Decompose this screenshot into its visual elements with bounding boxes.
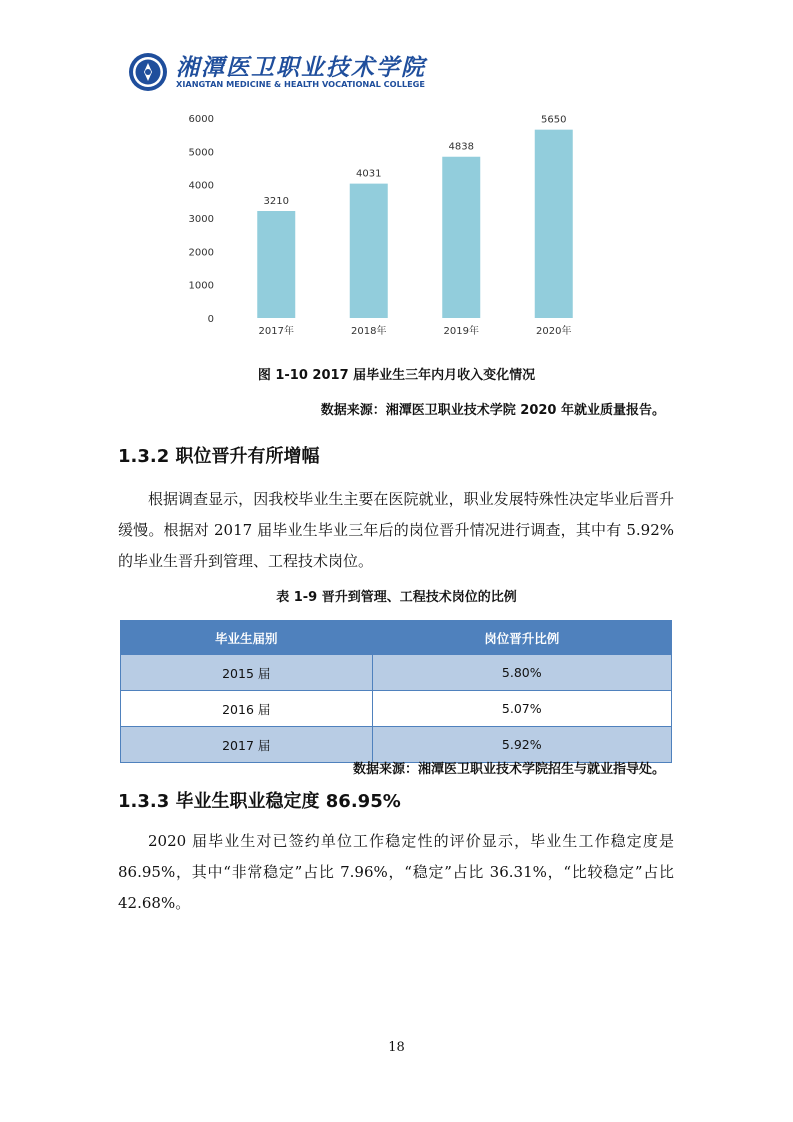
y-tick-label: 0 [207, 314, 214, 325]
table-cell-rate: 5.92% [372, 727, 672, 763]
bar-data-label: 3210 [263, 196, 289, 207]
y-tick-label: 6000 [188, 114, 214, 125]
page-number: 18 [388, 1040, 405, 1055]
y-tick-label: 1000 [188, 280, 214, 292]
section-1-3-3-paragraph: 2020 届毕业生对已签约单位工作稳定性的评价显示，毕业生工作稳定度是 86.95%，其中“非常稳定”占比 7.96%，“稳定”占比 36.31%，“比较稳定”占比 42.68%。 [118, 832, 674, 912]
x-tick-label: 2017年 [258, 326, 294, 337]
bar [257, 211, 295, 318]
bar [442, 157, 480, 318]
x-tick-label: 2019年 [443, 326, 479, 337]
promotion-rate-table [120, 620, 672, 763]
bar [535, 130, 573, 318]
table-header-rate: 岗位晋升比例 [372, 621, 672, 655]
table-row [121, 691, 672, 727]
college-seal-icon [128, 52, 168, 92]
section-heading-1-3-3: 1.3.3 毕业生职业稳定度 86.95% [118, 791, 401, 812]
table-cell-cohort: 2015 届 [121, 655, 373, 691]
school-name-chinese: 湘潭医卫职业技术学院 [176, 54, 426, 81]
table-caption: 表 1-9 晋升到管理、工程技术岗位的比例 [276, 590, 517, 605]
table-data-source: 数据来源：湘潭医卫职业技术学院招生与就业指导处。 [352, 762, 665, 777]
table-cell-cohort: 2017 届 [121, 727, 373, 763]
table-cell-rate: 5.80% [372, 655, 672, 691]
table-cell-rate: 5.07% [372, 691, 672, 727]
bar-data-label: 5650 [541, 114, 567, 126]
x-tick-label: 2018年 [351, 326, 387, 337]
y-tick-label: 3000 [188, 214, 214, 225]
table-row [121, 655, 672, 691]
table-cell-cohort: 2016 届 [121, 691, 373, 727]
figure-caption: 图 1-10 2017 届毕业生三年内月收入变化情况 [257, 368, 536, 383]
bar-data-label: 4838 [448, 141, 474, 153]
section-heading-1-3-2: 1.3.2 职位晋升有所增幅 [118, 446, 320, 467]
section-1-3-2-paragraph: 根据调查显示，因我校毕业生主要在医院就业，职业发展特殊性决定毕业后晋升缓慢。根据对 2017 届毕业生毕业三年后的岗位晋升情况进行调查，其中有 5.92%的毕业生晋升到管理、工程技术岗位。 [118, 490, 674, 570]
figure-data-source: 数据来源：湘潭医卫职业技术学院 2020 年就业质量报告。 [320, 403, 665, 418]
income-bar-chart [180, 106, 620, 348]
school-name-english: XIANGTAN MEDICINE & HEALTH VOCATIONAL COLLEGE [176, 79, 425, 89]
bar-data-label: 4031 [356, 168, 382, 180]
x-tick-label: 2020年 [536, 326, 572, 337]
y-tick-label: 4000 [188, 180, 214, 192]
y-tick-label: 5000 [188, 147, 214, 159]
y-tick-label: 2000 [188, 247, 214, 259]
bar [350, 184, 388, 318]
table-header-row [121, 621, 672, 655]
table-header-cohort: 毕业生届别 [121, 621, 373, 655]
